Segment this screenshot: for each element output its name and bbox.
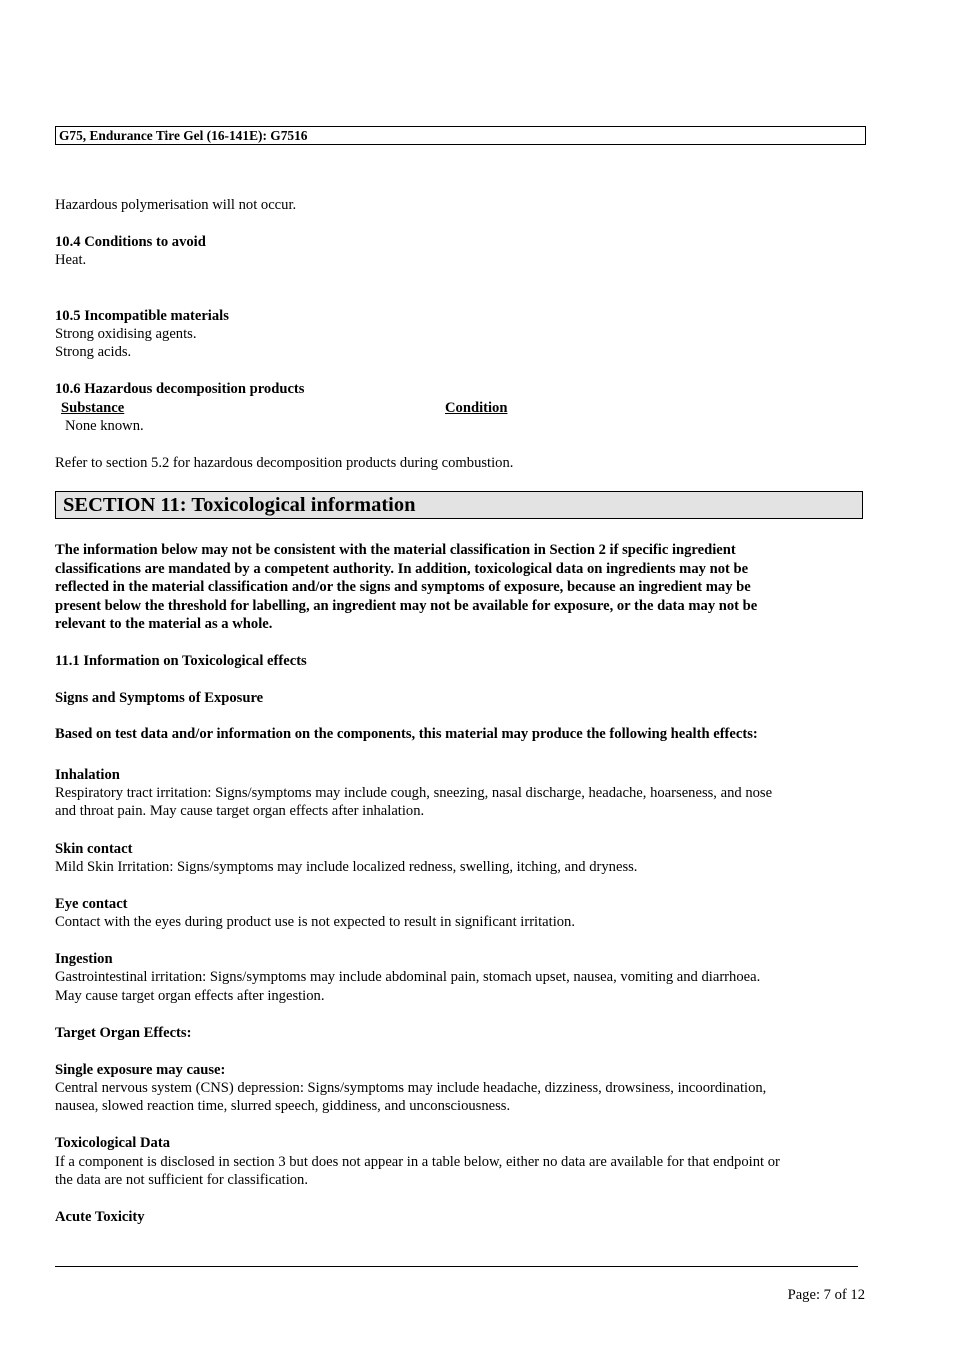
tox-data-heading: Toxicological Data [55, 1135, 170, 1151]
incompatible-materials-heading: 10.5 Incompatible materials [55, 308, 229, 324]
skin-contact-line: Mild Skin Irritation: Signs/symptoms may include localized redness, swelling, itching, and dryness. [55, 859, 638, 875]
signs-symptoms-heading: Signs and Symptoms of Exposure [55, 690, 264, 706]
ingestion-line: May cause target organ effects after ingestion. [55, 988, 325, 1004]
info-tox-effects-heading: 11.1 Information on Toxicological effects [55, 653, 307, 669]
tox-data-line: the data are not sufficient for classification. [55, 1172, 308, 1188]
page-number: Page: 7 of 12 [787, 1287, 865, 1303]
decomposition-note: Refer to section 5.2 for hazardous decomposition products during combustion. [55, 455, 514, 471]
inhalation-heading: Inhalation [55, 767, 120, 783]
incompatible-item: Strong oxidising agents. [55, 326, 197, 342]
decomposition-heading: 10.6 Hazardous decomposition products [55, 381, 305, 397]
ingestion-heading: Ingestion [55, 951, 113, 967]
decomposition-row: None known. [65, 418, 144, 434]
condition-column-header: Condition [445, 400, 508, 416]
product-title: G75, Endurance Tire Gel (16-141E): G7516 [59, 128, 308, 143]
acute-toxicity-heading: Acute Toxicity [55, 1209, 145, 1225]
single-exposure-line: nausea, slowed reaction time, slurred speech, giddiness, and unconsciousness. [55, 1098, 511, 1114]
eye-contact-line: Contact with the eyes during product use is not expected to result in significant irritation. [55, 914, 575, 930]
intro-line: The information below may not be consistent with the material classification in Section 2 if specific ingredient [55, 542, 736, 558]
inhalation-line: and throat pain. May cause target organ effects after inhalation. [55, 803, 425, 819]
intro-line: reflected in the material classification and/or the signs and symptoms of exposure, because an ingredient may be [55, 579, 751, 595]
conditions-item: Heat. [55, 252, 87, 268]
document-header-box [55, 126, 866, 145]
based-on-statement: Based on test data and/or information on the components, this material may produce the following health effects: [55, 726, 758, 742]
incompatible-item: Strong acids. [55, 344, 132, 360]
inhalation-line: Respiratory tract irritation: Signs/symptoms may include cough, sneezing, nasal discharge, headache, hoarseness, and nose [55, 785, 773, 801]
intro-line: relevant to the material as a whole. [55, 616, 273, 632]
ingestion-line: Gastrointestinal irritation: Signs/symptoms may include abdominal pain, stomach upset, nausea, vomiting and diarrhoea. [55, 969, 761, 985]
eye-contact-heading: Eye contact [55, 896, 128, 912]
intro-line: classifications are mandated by a competent authority. In addition, toxicological data on ingredients may not be [55, 561, 749, 577]
skin-contact-heading: Skin contact [55, 841, 133, 857]
target-organ-heading: Target Organ Effects: [55, 1025, 192, 1041]
single-exposure-line: Central nervous system (CNS) depression: Signs/symptoms may include headache, dizziness, drowsiness, incoordination, [55, 1080, 767, 1096]
single-exposure-heading: Single exposure may cause: [55, 1062, 226, 1078]
polymerisation-statement: Hazardous polymerisation will not occur. [55, 197, 297, 213]
intro-line: present below the threshold for labelling, an ingredient may not be available for exposure, or the data may not be [55, 598, 758, 614]
conditions-to-avoid-heading: 10.4 Conditions to avoid [55, 234, 206, 250]
footer-divider [55, 1266, 858, 1267]
section-11-title: SECTION 11: Toxicological information [63, 494, 416, 516]
substance-column-header: Substance [61, 400, 125, 416]
section-11-banner [55, 491, 863, 519]
tox-data-line: If a component is disclosed in section 3 but does not appear in a table below, either no data are available for that endpoint or [55, 1154, 780, 1170]
